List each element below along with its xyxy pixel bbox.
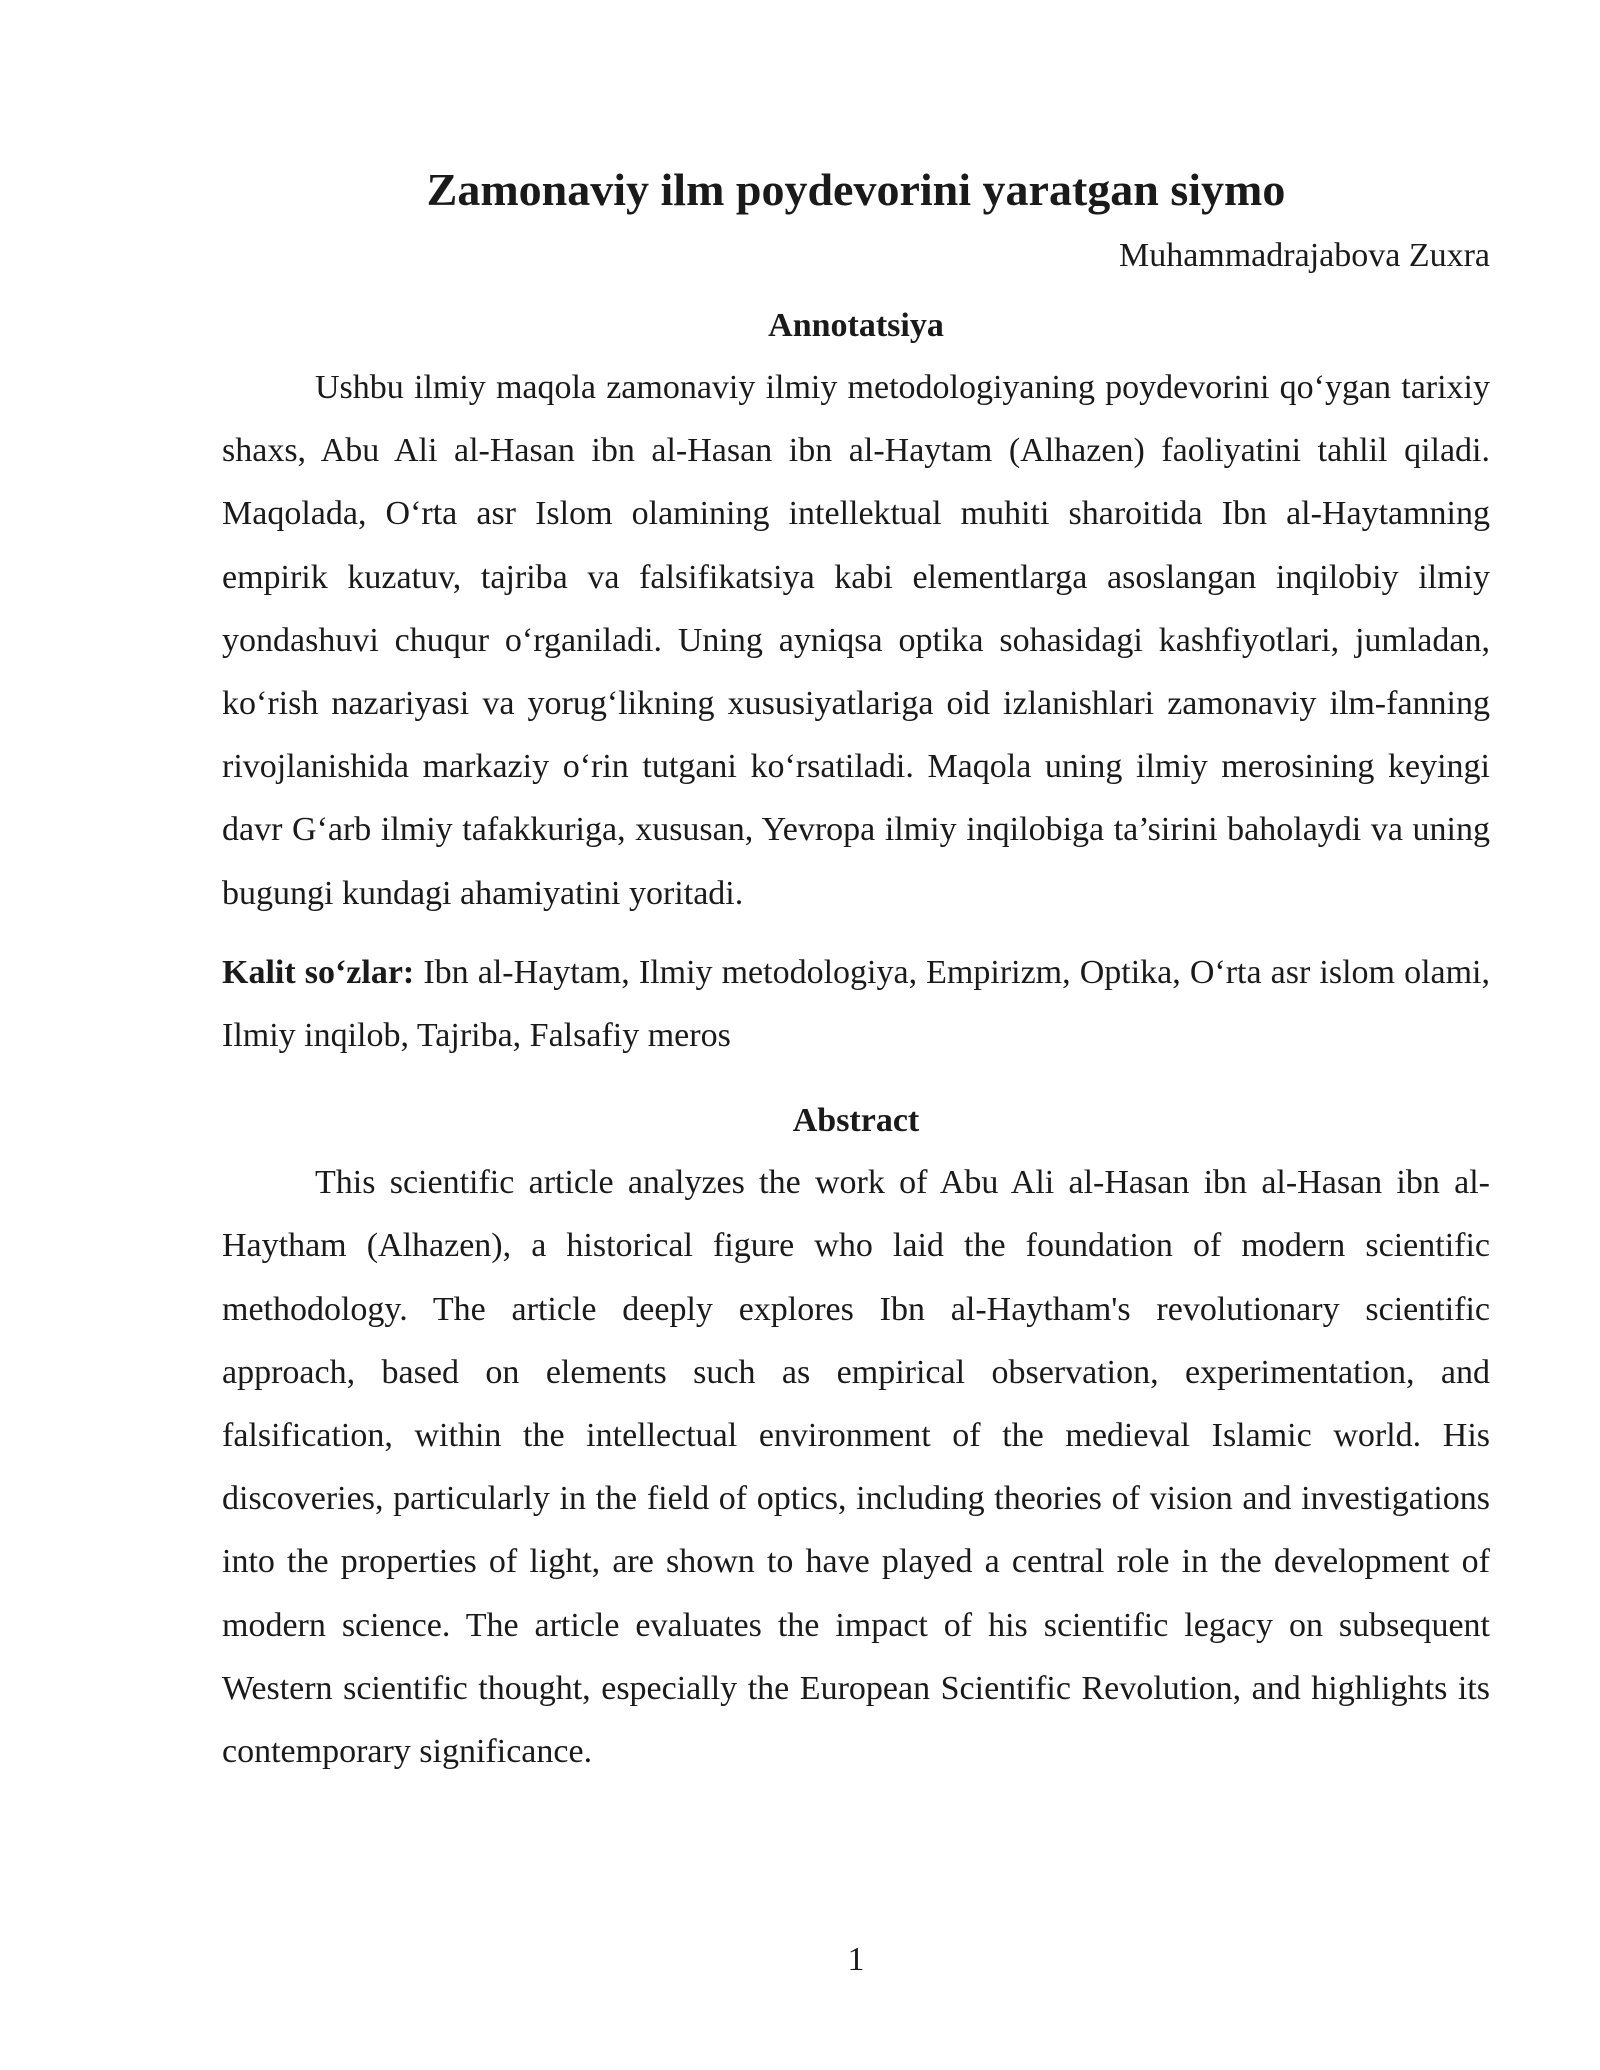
keywords [222,941,1490,1067]
keywords-text: Ibn al-Haytam, Ilmiy metodologiya, Empirizm, Optika, O‘rta asr islom olami, Ilmiy inqilob, Tajriba, Falsafiy meros [222,953,1490,1055]
page-number: 1 [847,1941,865,1978]
annotation-text: Ushbu ilmiy maqola zamonaviy ilmiy metodologiyaning poydevorini qo‘ygan tarixiy shaxs, Abu Ali al-Hasan ibn al-Hasan ibn al-Haytam (Alhazen) faoliyatini tahlil qiladi. Maqolada, O‘rta asr Islom olamining intellektual muhiti sharoitida Ibn al-Haytamning empirik kuzatuv, tajriba va falsifikatsiya kabi elementlarga asoslangan inqilobiy ilmiy yondashuvi chuqur o‘rganiladi. Uning ayniqsa optika sohasidagi kashfiyotlari, jumladan, ko‘rish nazariyasi va yorug‘likning xususiyatlariga oid izlanishlari zamonaviy ilm-fanning rivojlanishida markaziy o‘rin tutgani ko‘rsatiladi. Maqola uning ilmiy merosining keyingi davr G‘arb ilmiy tafakkuriga, xususan, Yevropa ilmiy inqilobiga ta’sirini baholaydi va uning bugungi kundagi ahamiyatini yoritadi. [222,369,1490,912]
abstract-text: This scientific article analyzes the work of Abu Ali al-Hasan ibn al-Hasan ibn al-Haytham (Alhazen), a historical figure who laid the foundation of modern scientific methodology. The article deeply explores Ibn al-Haytham's revolutionary scientific approach, based on elements such as empirical observation, experimentation, and falsification, within the intellectual environment of the medieval Islamic world. His discoveries, particularly in the field of optics, including theories of vision and investigations into the properties of light, are shown to have played a central role in the development of modern science. The article evaluates the impact of his scientific legacy on subsequent Western scientific thought, especially the European Scientific Revolution, and highlights its contemporary significance. [222,1164,1490,1771]
paper-title: Zamonaviy ilm poydevorini yaratgan siymo [426,164,1286,215]
author-name: Muhammadrajabova Zuxra [1118,237,1490,274]
paper-page [222,160,1490,1783]
abstract-heading: Abstract [792,1102,920,1140]
annotation-heading: Annotatsiya [768,307,944,344]
keywords-label: Kalit so‘zlar: [222,953,415,991]
